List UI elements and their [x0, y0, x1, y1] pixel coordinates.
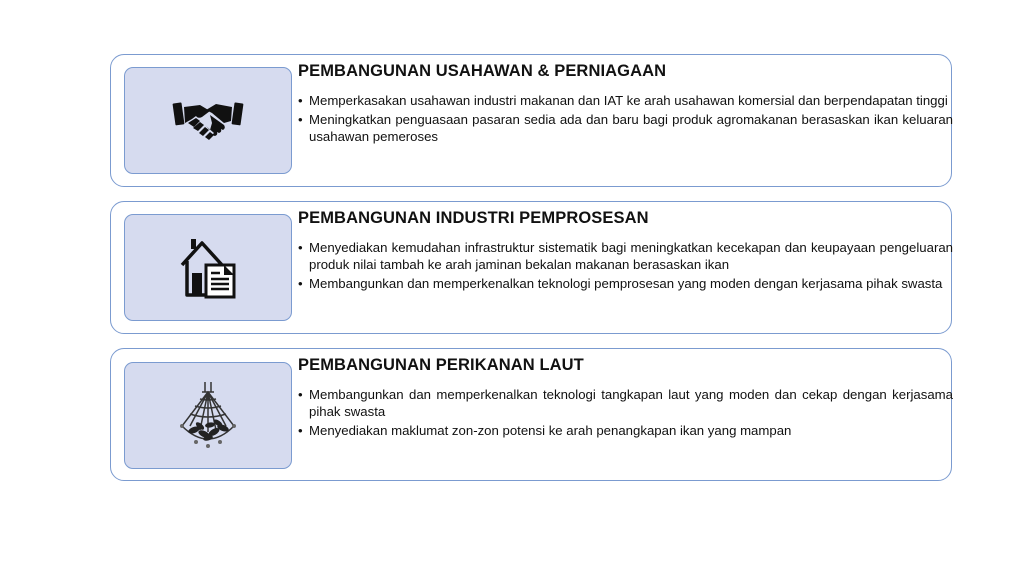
- section-card-perikanan-laut: [110, 348, 952, 481]
- bullet-item: • Menyediakan kemudahan infrastruktur sistematik bagi meningkatkan kecekapan dan keupayaan pengeluaran produk nilai tambah ke arah jaminan bekalan makanan berasaskan ikan: [298, 239, 953, 273]
- section-title: PEMBANGUNAN PERIKANAN LAUT: [298, 356, 584, 374]
- bullet-list: [298, 239, 953, 294]
- bullet-list: [298, 92, 953, 147]
- section-title: PEMBANGUNAN INDUSTRI PEMPROSESAN: [298, 209, 649, 227]
- fishing-net-icon: [176, 380, 240, 452]
- bullet-item: • Meningkatkan penguasaan pasaran sedia ada dan baru bagi produk agromakanan berasaskan ikan keluaran usahawan pemeroses: [298, 111, 953, 145]
- section-card-pemprosesan: [110, 201, 952, 334]
- bullet-item: • Memperkasakan usahawan industri makanan dan IAT ke arah usahawan komersial dan berpendapatan tinggi: [298, 92, 953, 109]
- icon-panel: [124, 67, 292, 174]
- bullet-item: • Membangunkan dan memperkenalkan teknologi pemprosesan yang moden dengan kerjasama pihak swasta: [298, 275, 953, 292]
- bullet-item: • Membangunkan dan memperkenalkan teknologi tangkapan laut yang moden dan cekap dengan kerjasama pihak swasta: [298, 386, 953, 420]
- handshake-icon: [172, 95, 244, 147]
- icon-panel: [124, 214, 292, 321]
- icon-panel: [124, 362, 292, 469]
- section-title: PEMBANGUNAN USAHAWAN & PERNIAGAAN: [298, 62, 667, 80]
- section-card-usahawan: [110, 54, 952, 187]
- bullet-item: • Menyediakan maklumat zon-zon potensi ke arah penangkapan ikan yang mampan: [298, 422, 953, 439]
- bullet-list: [298, 386, 953, 441]
- processing-facility-icon: [178, 237, 238, 299]
